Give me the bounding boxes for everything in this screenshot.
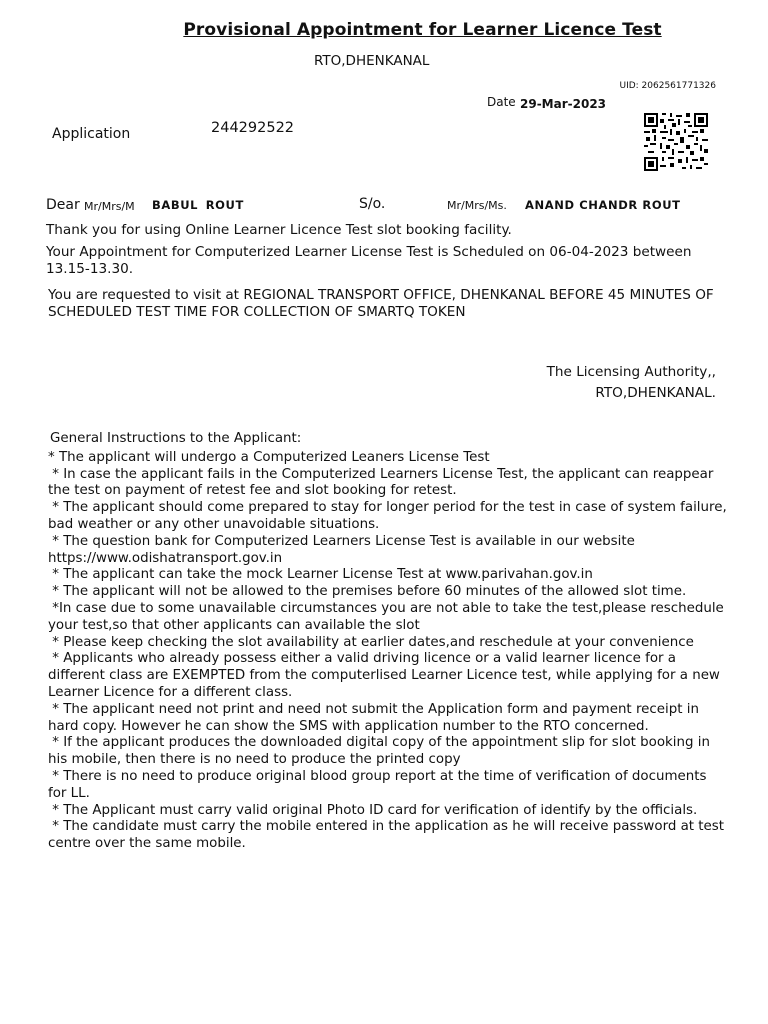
greeting-dear: Dear (46, 197, 80, 213)
visit-instruction-text: You are requested to visit at REGIONAL TRANSPORT OFFICE, DHENKANAL BEFORE 45 MINUTES OF SCHEDULED TEST TIME FOR COLLECTION OF SMARTQ TOKEN (48, 287, 714, 320)
thanks-text: Thank you for using Online Learner Licence Test slot booking facility. (46, 222, 512, 238)
applicant-name: BABUL ROUT (152, 198, 244, 212)
general-instructions (48, 431, 731, 853)
date-value: 29-Mar-2023 (520, 97, 607, 111)
date-label: Date (487, 95, 516, 109)
office-name: RTO,DHENKANAL (314, 53, 430, 69)
instruction-item: * The Applicant must carry valid original Photo ID card for verification of identify by the officials. (48, 802, 698, 818)
instruction-item: * The applicant should come prepared to stay for longer period for the test in case of system failure, bad weather or any other unavoidable situations. (48, 500, 731, 532)
instruction-item: *In case due to some unavailable circumstances you are not able to take the test,please reschedule your test,so that other applicants can available the slot (48, 600, 729, 633)
applicant-salutation: Mr/Mrs/M (84, 200, 135, 213)
instruction-item: * Applicants who already possess either a valid driving licence or a valid learner licence for a different class are EXEMPTED from the computerlised Learner Licence test, while applying for a new Learner Licence for a different class. (48, 651, 725, 700)
authority-line-2: RTO,DHENKANAL. (595, 385, 716, 401)
instruction-item: * In case the applicant fails in the Computerized Learners License Test, the applicant can reappear the test on payment of retest fee and slot booking for retest. (48, 466, 718, 499)
instruction-item: * If the applicant produces the downloaded digital copy of the appointment slip for slot booking in his mobile, then there is no need to produce the printed copy (48, 735, 715, 768)
instruction-item: * There is no need to produce original blood group report at the time of verification of documents for LL. (48, 768, 711, 801)
authority-line-1: The Licensing Authority,, (546, 364, 716, 380)
instruction-item: * The applicant will not be allowed to the premises before 60 minutes of the allowed slot time. (48, 584, 687, 600)
instruction-item: * The applicant can take the mock Learner License Test at www.parivahan.gov.in (48, 567, 593, 583)
parent-name: ANAND CHANDR ROUT (525, 198, 681, 212)
uid-label: UID: 2062561771326 (619, 81, 716, 91)
instruction-item: * The candidate must carry the mobile entered in the application as he will receive password at test centre over the same mobile. (48, 819, 729, 852)
instruction-item: * The applicant need not print and need not submit the Application form and payment receipt in hard copy. However he can show the SMS with application number to the RTO concerned. (48, 701, 704, 734)
application-label: Application (52, 126, 131, 142)
instructions-title: General Instructions to the Applicant: (50, 431, 302, 446)
application-number: 244292522 (211, 120, 295, 136)
document-title: Provisional Appointment for Learner Licence Test (183, 20, 662, 40)
instruction-item: * The applicant will undergo a Computerized Leaners License Test (48, 449, 490, 465)
qr-code-icon (644, 113, 708, 171)
parent-salutation: Mr/Mrs/Ms. (447, 199, 507, 212)
relation-label: S/o. (359, 196, 386, 212)
schedule-text: Your Appointment for Computerized Learner License Test is Scheduled on 06-04-2023 between 13.15-13.30. (46, 244, 692, 277)
instruction-item: * Please keep checking the slot availability at earlier dates,and reschedule at your convenience (48, 634, 694, 650)
instruction-item: * The question bank for Computerized Learners License Test is available in our website https://www.odishatransport.gov.in (48, 533, 640, 566)
